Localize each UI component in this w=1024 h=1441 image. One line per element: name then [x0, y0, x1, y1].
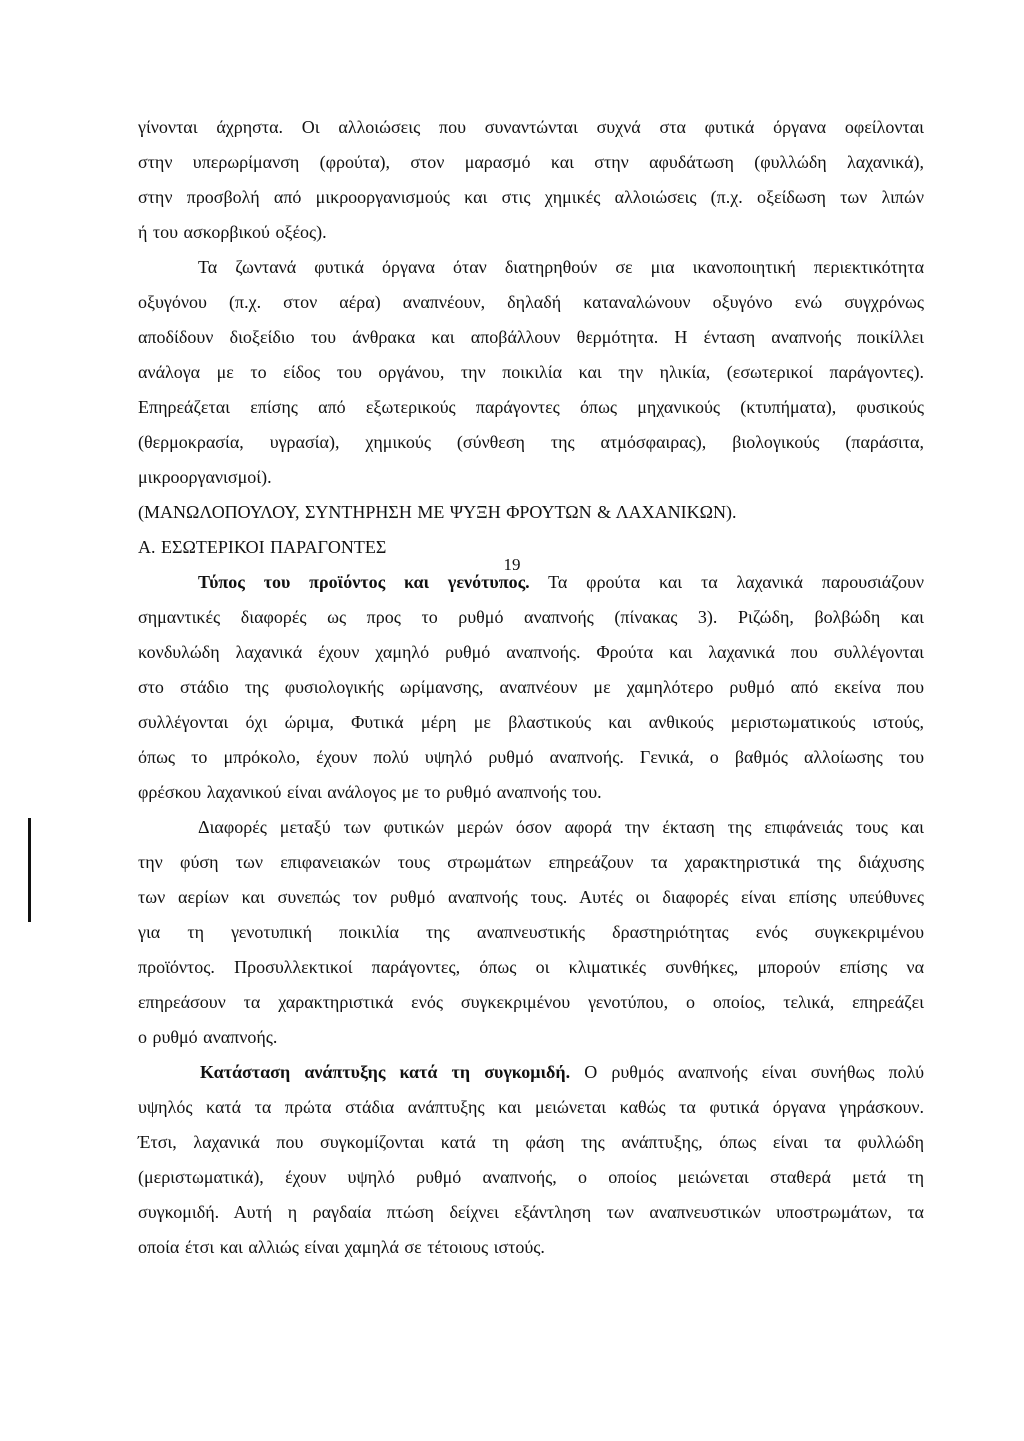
text-line: για τη γενοτυπική ποικιλία της αναπνευστικής δραστηριότητας ενός συγκεκριμένου — [138, 922, 924, 942]
text-line: την φύση των επιφανειακών τους στρωμάτων επηρεάζουν τα χαρακτηριστικά της διάχυσης — [138, 852, 924, 872]
text-line: (μεριστωματικά), έχουν υψηλό ρυθμό αναπνοής, ο οποίος μειώνεται σταθερά μετά τη — [138, 1167, 924, 1187]
text-line: φρέσκου λαχανικού είναι ανάλογος με το ρυθμό αναπνοής του. — [138, 782, 602, 802]
text-line: κονδυλώδη λαχανικά έχουν χαμηλό ρυθμό αναπνοής. Φρούτα και λαχανικά που συλλέγονται — [138, 642, 924, 662]
text-line: προϊόντος. Προσυλλεκτικοί παράγοντες, όπως οι κλιματικές συνθήκες, μπορούν επίσης να — [138, 957, 924, 977]
text-line: συγκομιδή. Αυτή η ραγδαία πτώση δείχνει εξάντληση των αναπνευστικών υποστρωμάτων, τα — [138, 1202, 924, 1222]
text-line: οποία έτσι και αλλιώς είναι χαμηλά σε τέτοιους ιστούς. — [138, 1237, 545, 1257]
text-line: Διαφορές μεταξύ των φυτικών μερών όσον αφορά την έκταση της επιφάνειάς τους και — [198, 817, 924, 837]
text-line: ανάλογα με το είδος του οργάνου, την ποικιλία και την ηλικία, (εσωτερικοί παράγοντες). — [138, 362, 924, 382]
text-line: συλλέγονται όχι ώριμα, Φυτικά μέρη με βλαστικούς και ανθικούς μεριστωματικούς ιστούς, — [138, 712, 924, 732]
text-line: στην υπερωρίμανση (φρούτα), στον μαρασμό και στην αφυδάτωση (φυλλώδη λαχανικά), — [138, 152, 924, 172]
text-line: στην προσβολή από μικροοργανισμούς και στις χημικές αλλοιώσεις (π.χ. οξείδωση των λιπών — [138, 187, 924, 207]
text-line: γίνονται άχρηστα. Οι αλλοιώσεις που συναντώνται συχνά στα φυτικά όργανα οφείλονται — [138, 117, 924, 137]
subsection-title: Κατάσταση ανάπτυξης κατά τη συγκομιδή. — [200, 1062, 571, 1082]
citation-line: (ΜΑΝΩΛΟΠΟΥΛΟΥ, ΣΥΝΤΗΡΗΣΗ ΜΕ ΨΥΞΗ ΦΡΟΥΤΩΝ & ΛΑΧΑΝΙΚΩΝ). — [138, 502, 737, 522]
text-line: υψηλός κατά τα πρώτα στάδια ανάπτυξης και μειώνεται καθώς τα φυτικά όργανα γηράσκουν. — [138, 1097, 924, 1117]
text-line: ή του ασκορβικού οξέος). — [138, 222, 327, 242]
text-line: σημαντικές διαφορές ως προς το ρυθμό αναπνοής (πίνακας 3). Ριζώδη, βολβώδη και — [138, 607, 924, 627]
text-line: όπως το μπρόκολο, έχουν πολύ υψηλό ρυθμό αναπνοής. Γενικά, ο βαθμός αλλοίωσης του — [138, 747, 924, 767]
text-line: οξυγόνου (π.χ. στον αέρα) αναπνέουν, δηλαδή καταναλώνουν οξυγόνο ενώ συγχρόνως — [138, 292, 924, 312]
section-heading: Α. ΕΣΩΤΕΡΙΚΟΙ ΠΑΡΑΓΟΝΤΕΣ — [138, 537, 387, 557]
page-number: 19 — [503, 555, 521, 574]
text-line: στο στάδιο της φυσιολογικής ωρίμανσης, αναπνέουν με χαμηλότερο ρυθμό από εκείνα που — [138, 677, 924, 697]
text-line: Έτσι, λαχανικά που συγκομίζονται κατά τη φάση της ανάπτυξης, όπως είναι τα φυλλώδη — [138, 1132, 924, 1152]
text-line: Επηρεάζεται επίσης από εξωτερικούς παράγοντες όπως μηχανικούς (κτυπήματα), φυσικούς — [138, 397, 924, 417]
margin-mark — [28, 818, 31, 922]
subsection-text: Ο ρυθμός αναπνοής είναι συνήθως πολύ — [570, 1062, 924, 1082]
text-line: μικροοργανισμοί). — [138, 467, 272, 487]
document-body — [138, 110, 924, 1265]
text-line: (θερμοκρασία, υγρασία), χημικούς (σύνθεση της ατμόσφαιρας), βιολογικούς (παράσιτα, — [138, 432, 924, 452]
text-line: αποδίδουν διοξείδιο του άνθρακα και αποβάλλουν θερμότητα. Η ένταση αναπνοής ποικίλλει — [138, 327, 924, 347]
subsection-text: Τα φρούτα και τα λαχανικά παρουσιάζουν — [529, 572, 925, 592]
text-line: επηρεάσουν τα χαρακτηριστικά ενός συγκεκριμένου γενοτύπου, ο οποίος, τελικά, επηρεάζει — [138, 992, 924, 1012]
text-line: των αερίων και συνεπώς τον ρυθμό αναπνοής τους. Αυτές οι διαφορές είναι επίσης υπεύθυνες — [138, 887, 924, 907]
subsection-line — [138, 1055, 924, 1090]
text-line: ο ρυθμό αναπνοής. — [138, 1027, 278, 1047]
subsection-title: Τύπος του προϊόντος και γενότυπος. — [198, 572, 530, 592]
text-line: Τα ζωντανά φυτικά όργανα όταν διατηρηθούν σε μια ικανοποιητική περιεκτικότητα — [198, 257, 924, 277]
